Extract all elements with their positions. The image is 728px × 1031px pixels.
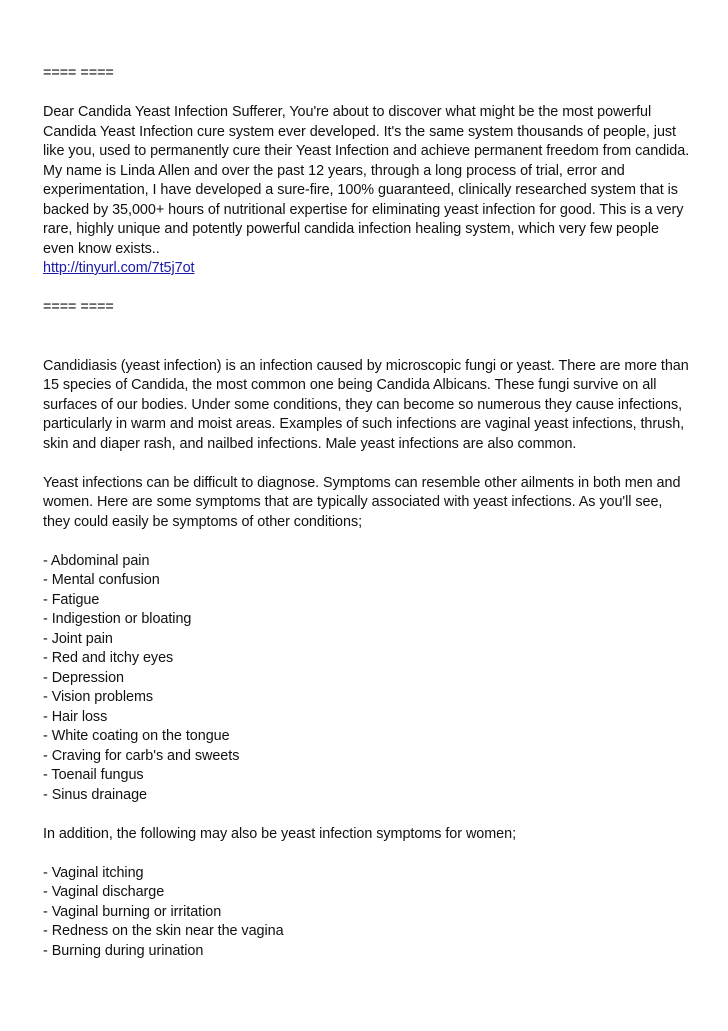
list-item: - Craving for carb's and sweets	[43, 747, 240, 764]
intro-paragraph: Dear Candida Yeast Infection Sufferer, You're about to discover what might be the most powerful Candida Yeast Infection cure system ever developed. It's the same system thousands of people, just like you, used to permanently cure their Yeast Infection and achieve permanent freedom from candida. My name is Linda Allen and over the past 12 years, through a long process of trial, error and experimentation, I have developed a sure-fire, 100% guaranteed, clinically researched system that is backed by 35,000+ hours of nutritional expertise for eliminating yeast infection for good. This is a very rare, highly unique and potently powerful candida infection healing system, which very few people even know exists..	[43, 104, 690, 257]
body-paragraph-1: Candidiasis (yeast infection) is an infection caused by microscopic fungi or yeast. There are more than 15 species of Candida, the most common one being Candida Albicans. These fungi survive on all surfaces of our bodies. Under some conditions, they can become so numerous they cause infections, particularly in warm and moist areas. Examples of such infections are vaginal yeast infections, thrush, skin and diaper rash, and nailbed infections. Male yeast infections are also common.	[43, 357, 689, 452]
spacer	[43, 532, 693, 552]
list-item: - Mental confusion	[43, 572, 160, 588]
list-item: - Redness on the skin near the vagina	[43, 923, 284, 939]
list-item: - Indigestion or bloating	[43, 611, 192, 627]
list-item: - Burning during urination	[43, 942, 204, 959]
separator-top: ==== ====	[43, 65, 114, 81]
list-item: - Vaginal itching	[43, 864, 144, 881]
spacer	[43, 454, 693, 474]
body-paragraph-3: In addition, the following may also be yeast infection symptoms for women;	[43, 825, 517, 842]
list-item: - Hair loss	[43, 708, 108, 725]
document-page	[43, 64, 693, 961]
spacer	[43, 318, 693, 357]
list-item: - Joint pain	[43, 630, 113, 647]
separator-bottom: ==== ====	[43, 299, 114, 315]
women-symptom-list	[43, 864, 693, 962]
list-item: - Depression	[43, 669, 124, 686]
list-item: - Abdominal pain	[43, 552, 150, 569]
list-item: - White coating on the tongue	[43, 728, 230, 744]
spacer	[43, 844, 693, 864]
spacer	[43, 279, 693, 299]
spacer	[43, 805, 693, 825]
body-paragraph-2: Yeast infections can be difficult to diagnose. Symptoms can resemble other ailments in both men and women. Here are some symptoms that are typically associated with yeast infections. As you'll see, they could easily be symptoms of other conditions;	[43, 474, 681, 530]
symptom-list	[43, 552, 693, 806]
list-item: - Fatigue	[43, 591, 100, 608]
list-item: - Vision problems	[43, 689, 154, 705]
list-item: - Red and itchy eyes	[43, 650, 174, 666]
spacer	[43, 84, 693, 104]
list-item: - Sinus drainage	[43, 786, 147, 803]
promo-link[interactable]: http://tinyurl.com/7t5j7ot	[43, 260, 195, 276]
list-item: - Vaginal discharge	[43, 884, 165, 900]
list-item: - Toenail fungus	[43, 767, 144, 783]
list-item: - Vaginal burning or irritation	[43, 903, 222, 920]
